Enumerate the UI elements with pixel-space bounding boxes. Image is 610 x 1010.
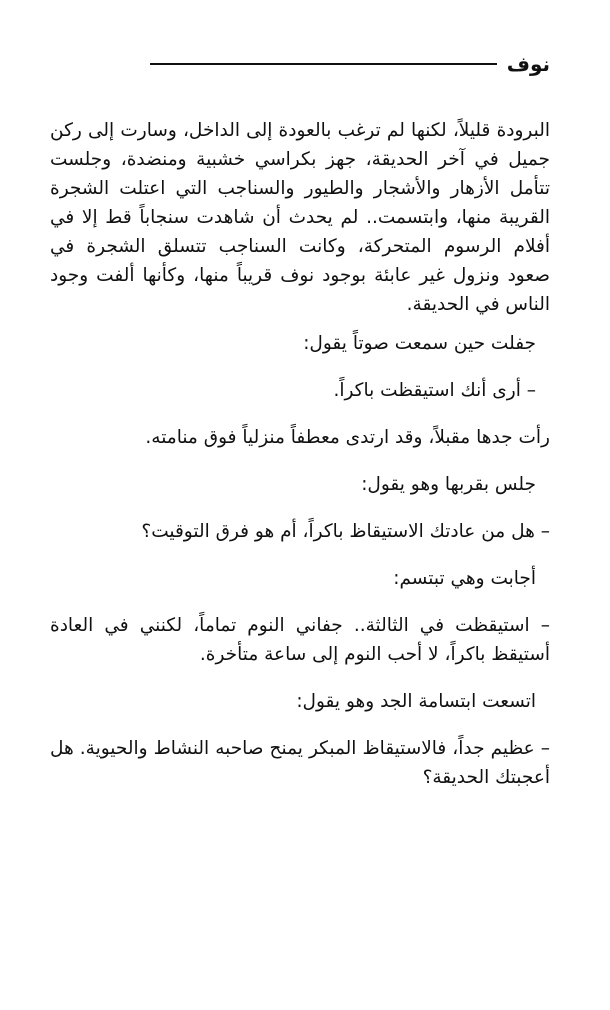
header-title: نوف — [506, 52, 550, 76]
paragraph-narration: البرودة قليلاً، لكنها لم ترغب بالعودة إلى الداخل، وسارت إلى ركن جميل في آخر الحديقة، جهز بكراسي خشبية ومنضدة، وجلست تتأمل الأزهار والأشجار والطيور والسناجب التي اعتلت الشجرة القريبة منها، وابتسمت.. لم يحدث أن شاهدت سنجاباً قط إلا في أفلام الرسوم المتحركة، وكانت السناجب تتسلق الشجرة في صعود ونزول غير عابئة بوجود نوف قريباً منها، وكأنها ألفت وجود الناس في الحديقة. — [50, 120, 550, 315]
paragraph-lead: جفلت حين سمعت صوتاً يقول: — [303, 333, 536, 354]
header-rule — [150, 63, 497, 65]
running-header — [150, 48, 550, 80]
paragraph-dialogue: – استيقظت في الثالثة.. جفاني النوم تماماً، لكنني في العادة أستيقظ باكراً، لا أحب النوم إلى ساعة متأخرة. — [50, 615, 550, 665]
paragraph-lead: جلس بقربها وهو يقول: — [361, 474, 536, 495]
paragraph-dialogue: – هل من عادتك الاستيقاظ باكراً، أم هو فرق التوقيت؟ — [141, 521, 550, 542]
paragraph-lead: أجابت وهي تبتسم: — [393, 568, 536, 589]
body-text — [50, 116, 550, 810]
paragraph-dialogue: – عظيم جداً، فالاستيقاظ المبكر يمنح صاحبه النشاط والحيوية. هل أعجبتك الحديقة؟ — [50, 738, 550, 788]
paragraph-narration: رأت جدها مقبلاً، وقد ارتدى معطفاً منزلياً فوق منامته. — [145, 427, 550, 448]
paragraph-lead: اتسعت ابتسامة الجد وهو يقول: — [296, 691, 536, 712]
paragraph-dialogue: – أرى أنك استيقظت باكراً. — [333, 380, 536, 401]
